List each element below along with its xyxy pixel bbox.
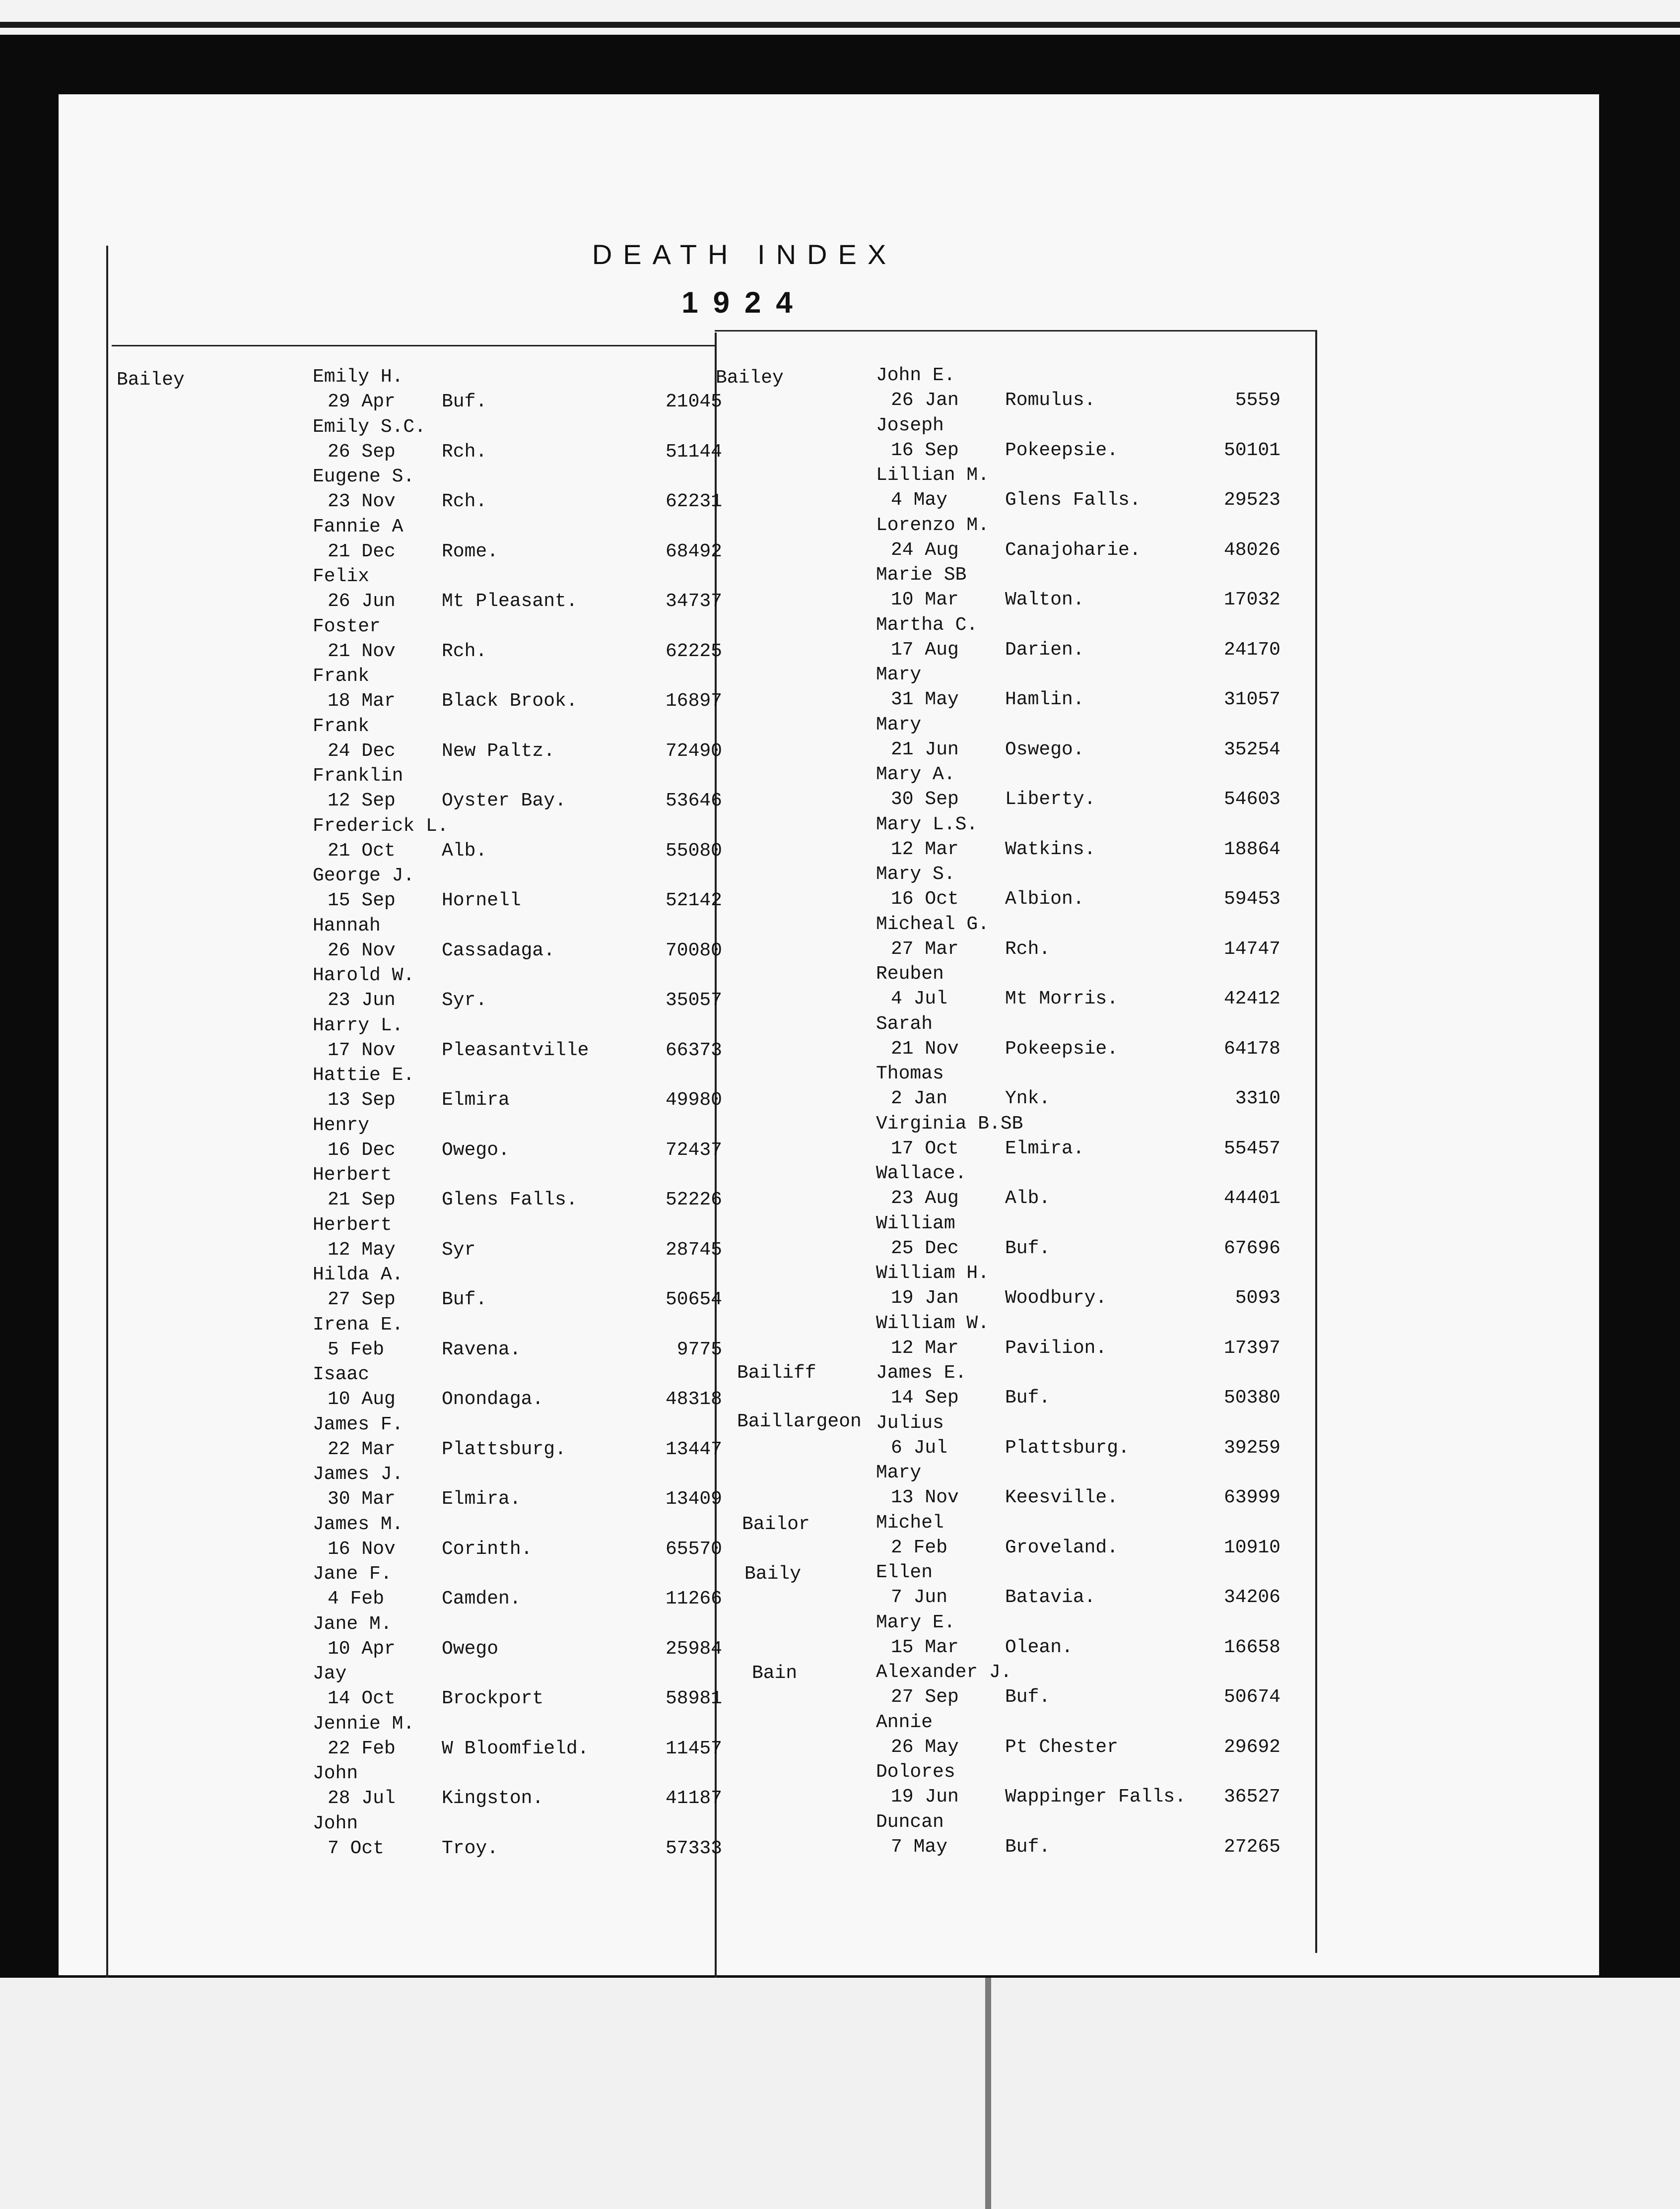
death-place: Ynk. (1005, 1088, 1051, 1109)
death-date: 26 Jan (891, 390, 959, 411)
given-name: Mary S. (876, 864, 955, 885)
certificate-number: 34206 (1223, 1587, 1280, 1608)
death-date: 21 Nov (328, 640, 396, 662)
certificate-number: 63999 (1223, 1487, 1280, 1508)
death-place: Plattsburg. (442, 1438, 566, 1460)
certificate-number: 21045 (665, 391, 722, 412)
death-date: 15 Sep (328, 890, 396, 911)
certificate-number: 54603 (1223, 789, 1280, 810)
death-place: Brockport (442, 1688, 544, 1709)
death-date: 23 Aug (891, 1188, 959, 1209)
given-name: William W. (876, 1312, 990, 1334)
death-place: Oswego. (1005, 738, 1084, 760)
certificate-number: 52142 (665, 890, 722, 911)
top-margin (0, 0, 1680, 35)
surname-label: Baillargeon (737, 1411, 862, 1432)
given-name: Ellen (876, 1562, 933, 1583)
certificate-number: 65570 (665, 1538, 722, 1560)
death-place: Oyster Bay. (442, 790, 566, 811)
death-place: Troy. (442, 1837, 499, 1859)
given-name: William (876, 1212, 955, 1234)
given-name: Harold W. (313, 965, 415, 986)
death-place: Buf. (442, 1289, 487, 1310)
death-date: 27 Sep (328, 1289, 396, 1310)
given-name: Julius (876, 1412, 944, 1434)
certificate-number: 35057 (665, 990, 722, 1011)
surname-label: Baily (744, 1563, 802, 1585)
death-place: Batavia. (1005, 1587, 1096, 1608)
given-name: Herbert (313, 1164, 392, 1186)
death-date: 26 Sep (328, 441, 396, 463)
given-name: Reuben (876, 963, 944, 985)
death-place: Alb. (1005, 1188, 1051, 1209)
certificate-number: 31057 (1223, 689, 1280, 710)
bottom-margin (0, 1978, 1680, 2209)
death-place: Rch. (442, 640, 487, 662)
death-date: 15 Mar (891, 1636, 959, 1658)
certificate-number: 50654 (665, 1289, 722, 1310)
page-year: 1924 (681, 286, 807, 319)
certificate-number: 62225 (665, 640, 722, 662)
death-place: Elmira. (442, 1488, 521, 1510)
death-date: 17 Nov (328, 1039, 396, 1061)
certificate-number: 49980 (665, 1089, 722, 1111)
given-name: Frank (313, 715, 370, 737)
death-place: Buf. (1005, 1237, 1051, 1259)
death-place: Rome. (442, 540, 499, 562)
death-date: 31 May (891, 689, 959, 710)
left-border-line (106, 246, 108, 1978)
death-place: Groveland. (1005, 1537, 1119, 1558)
certificate-number: 72437 (665, 1139, 722, 1161)
given-name: John E. (876, 365, 955, 386)
death-place: Elmira. (1005, 1138, 1084, 1159)
death-place: Rch. (442, 491, 487, 512)
death-date: 2 Jan (891, 1088, 948, 1109)
given-name: Isaac (313, 1364, 370, 1385)
given-name: Mary E. (876, 1611, 955, 1633)
death-date: 16 Nov (328, 1538, 396, 1560)
certificate-number: 48026 (1223, 539, 1280, 561)
certificate-number: 13447 (665, 1438, 722, 1460)
death-place: Plattsburg. (1005, 1437, 1130, 1459)
certificate-number: 28745 (665, 1239, 722, 1261)
death-place: Darien. (1005, 639, 1084, 661)
certificate-number: 3310 (1235, 1088, 1280, 1109)
death-place: Syr (442, 1239, 476, 1261)
death-place: Hornell (442, 890, 521, 911)
given-name: Irena E. (313, 1314, 403, 1336)
death-date: 13 Nov (891, 1487, 959, 1508)
certificate-number: 52226 (665, 1189, 722, 1210)
death-place: Olean. (1005, 1636, 1073, 1658)
given-name: Felix (313, 566, 370, 587)
given-name: Thomas (876, 1063, 944, 1084)
certificate-number: 17032 (1223, 589, 1280, 610)
death-date: 10 Apr (328, 1638, 396, 1660)
death-place: Rch. (1005, 938, 1051, 960)
death-date: 2 Feb (891, 1537, 948, 1558)
death-place: Albion. (1005, 888, 1084, 910)
given-name: Jane M. (313, 1613, 392, 1635)
death-place: Pleasantville (442, 1039, 589, 1061)
death-date: 10 Aug (328, 1389, 396, 1410)
death-date: 14 Oct (328, 1688, 396, 1709)
given-name: Harry L. (313, 1014, 403, 1036)
given-name: Emily S.C. (313, 416, 426, 438)
death-place: Walton. (1005, 589, 1084, 610)
death-date: 10 Mar (891, 589, 959, 610)
given-name: Eugene S. (313, 466, 415, 487)
certificate-number: 25984 (665, 1638, 722, 1660)
certificate-number: 57333 (665, 1837, 722, 1859)
death-date: 19 Jun (891, 1786, 959, 1807)
death-date: 24 Dec (328, 740, 396, 762)
death-place: Glens Falls. (1005, 489, 1141, 511)
certificate-number: 55457 (1223, 1138, 1280, 1159)
death-date: 12 May (328, 1239, 396, 1261)
death-date: 23 Nov (328, 491, 396, 512)
certificate-number: 36527 (1223, 1786, 1280, 1807)
death-place: Corinth. (442, 1538, 533, 1560)
death-place: Liberty. (1005, 789, 1096, 810)
certificate-number: 5093 (1235, 1287, 1280, 1309)
given-name: Herbert (313, 1214, 392, 1236)
certificate-number: 67696 (1223, 1237, 1280, 1259)
death-date: 30 Mar (328, 1488, 396, 1510)
given-name: Dolores (876, 1761, 955, 1783)
given-name: Lillian M. (876, 465, 990, 486)
death-date: 27 Mar (891, 938, 959, 960)
death-place: Buf. (1005, 1387, 1051, 1408)
certificate-number: 48318 (665, 1389, 722, 1410)
certificate-number: 27265 (1223, 1836, 1280, 1858)
death-date: 26 May (891, 1736, 959, 1758)
death-date: 30 Sep (891, 789, 959, 810)
given-name: John (313, 1763, 358, 1784)
given-name: Mary A. (876, 764, 955, 785)
certificate-number: 44401 (1223, 1188, 1280, 1209)
given-name: Fannie A (313, 516, 403, 537)
death-place: Watkins. (1005, 838, 1096, 860)
certificate-number: 14747 (1223, 938, 1280, 960)
certificate-number: 39259 (1223, 1437, 1280, 1459)
death-date: 25 Dec (891, 1237, 959, 1259)
certificate-number: 50380 (1223, 1387, 1280, 1408)
given-name: Duncan (876, 1811, 944, 1833)
certificate-number: 58981 (665, 1688, 722, 1709)
certificate-number: 68492 (665, 540, 722, 562)
death-place: Hamlin. (1005, 689, 1084, 710)
death-date: 27 Sep (891, 1686, 959, 1708)
death-place: Camden. (442, 1588, 521, 1609)
death-place: Pt Chester (1005, 1736, 1119, 1758)
death-date: 18 Mar (328, 690, 396, 712)
given-name: Hattie E. (313, 1065, 415, 1086)
surname-label: Bailor (742, 1514, 810, 1535)
death-place: Buf. (1005, 1686, 1051, 1708)
page-title: DEATH INDEX (592, 239, 897, 270)
death-date: 21 Oct (328, 840, 396, 862)
top-rule (0, 22, 1680, 28)
certificate-number: 41187 (665, 1788, 722, 1809)
death-date: 26 Nov (328, 939, 396, 961)
death-place: Kingston. (442, 1788, 544, 1809)
given-name: Alexander J. (876, 1662, 1012, 1683)
death-date: 12 Sep (328, 790, 396, 811)
death-place: Woodbury. (1005, 1287, 1107, 1309)
death-place: Mt Pleasant. (442, 591, 578, 612)
certificate-number: 59453 (1223, 888, 1280, 910)
certificate-number: 62231 (665, 491, 722, 512)
given-name: Mary (876, 1462, 922, 1483)
certificate-number: 50674 (1223, 1686, 1280, 1708)
death-place: Buf. (442, 391, 487, 412)
certificate-number: 29692 (1223, 1736, 1280, 1758)
certificate-number: 16658 (1223, 1636, 1280, 1658)
given-name: Mary (876, 714, 922, 736)
certificate-number: 64178 (1223, 1038, 1280, 1060)
right-border-line (1315, 330, 1317, 1953)
death-date: 5 Feb (328, 1339, 385, 1360)
death-place: Glens Falls. (442, 1189, 578, 1210)
surname-label: Bailey (117, 369, 185, 391)
death-place: Black Brook. (442, 690, 578, 712)
given-name: James J. (313, 1464, 403, 1485)
given-name: Frank (313, 666, 370, 687)
given-name: Jane F. (313, 1563, 392, 1585)
given-name: Emily H. (313, 366, 403, 388)
death-place: Owego (442, 1638, 499, 1660)
surname-label: Bain (752, 1663, 798, 1684)
death-place: Wappinger Falls. (1005, 1786, 1186, 1807)
given-name: Lorenzo M. (876, 514, 990, 536)
certificate-number: 17397 (1223, 1337, 1280, 1359)
certificate-number: 72490 (665, 740, 722, 762)
given-name: Marie SB (876, 564, 967, 586)
death-date: 7 Jun (891, 1587, 948, 1608)
certificate-number: 50101 (1223, 439, 1280, 461)
certificate-number: 5559 (1235, 390, 1280, 411)
certificate-number: 18864 (1223, 838, 1280, 860)
given-name: James M. (313, 1513, 403, 1535)
certificate-number: 16897 (665, 690, 722, 712)
given-name: Hilda A. (313, 1264, 403, 1285)
given-name: Martha C. (876, 614, 978, 636)
given-name: Sarah (876, 1013, 933, 1035)
death-place: Alb. (442, 840, 487, 862)
given-name: Wallace. (876, 1163, 967, 1184)
death-date: 16 Oct (891, 888, 959, 910)
death-date: 16 Sep (891, 439, 959, 461)
given-name: Virginia B.SB (876, 1113, 1023, 1135)
death-place: Keesville. (1005, 1487, 1119, 1508)
death-date: 4 Jul (891, 988, 948, 1009)
death-place: Pavilion. (1005, 1337, 1107, 1359)
death-place: Rch. (442, 441, 487, 463)
death-date: 22 Feb (328, 1738, 396, 1759)
death-place: Mt Morris. (1005, 988, 1119, 1009)
certificate-number: 13409 (665, 1488, 722, 1510)
death-place: Onondaga. (442, 1389, 544, 1410)
given-name: John (313, 1812, 358, 1834)
death-date: 22 Mar (328, 1438, 396, 1460)
death-place: Elmira (442, 1089, 510, 1111)
certificate-number: 24170 (1223, 639, 1280, 661)
death-date: 4 Feb (328, 1588, 385, 1609)
death-date: 7 May (891, 1836, 948, 1858)
given-name: Jay (313, 1663, 347, 1684)
death-date: 17 Oct (891, 1138, 959, 1159)
death-date: 17 Aug (891, 639, 959, 661)
given-name: Joseph (876, 414, 944, 436)
top-rule-right (715, 330, 1315, 332)
certificate-number: 10910 (1223, 1537, 1280, 1558)
death-place: Canajoharie. (1005, 539, 1141, 561)
certificate-number: 51144 (665, 441, 722, 463)
death-date: 19 Jan (891, 1287, 959, 1309)
death-place: New Paltz. (442, 740, 555, 762)
given-name: Annie (876, 1711, 933, 1733)
death-place: W Bloomfield. (442, 1738, 589, 1759)
given-name: James F. (313, 1413, 403, 1435)
death-date: 21 Sep (328, 1189, 396, 1210)
certificate-number: 66373 (665, 1039, 722, 1061)
given-name: Frederick L. (313, 815, 449, 837)
death-place: Ravena. (442, 1339, 521, 1360)
given-name: Michel (876, 1512, 944, 1534)
certificate-number: 11266 (665, 1588, 722, 1609)
index-sheet (59, 94, 1599, 1975)
certificate-number: 55080 (665, 840, 722, 862)
given-name: Mary L.S. (876, 813, 978, 835)
death-place: Syr. (442, 990, 487, 1011)
certificate-number: 53646 (665, 790, 722, 811)
death-date: 26 Jun (328, 591, 396, 612)
given-name: Mary (876, 664, 922, 685)
death-date: 14 Sep (891, 1387, 959, 1408)
given-name: Jennie M. (313, 1713, 415, 1735)
death-place: Pokeepsie. (1005, 439, 1119, 461)
given-name: William H. (876, 1263, 990, 1284)
death-place: Cassadaga. (442, 939, 555, 961)
given-name: James E. (876, 1362, 967, 1384)
given-name: George J. (313, 865, 415, 886)
death-date: 24 Aug (891, 539, 959, 561)
given-name: Foster (313, 615, 381, 637)
death-date: 7 Oct (328, 1837, 385, 1859)
given-name: Henry (313, 1114, 370, 1136)
top-rule-left (112, 345, 715, 346)
given-name: Micheal G. (876, 913, 990, 935)
death-date: 12 Mar (891, 838, 959, 860)
given-name: Hannah (313, 915, 381, 937)
surname-label: Bailey (716, 367, 784, 389)
death-place: Pokeepsie. (1005, 1038, 1119, 1060)
certificate-number: 11457 (665, 1738, 722, 1759)
death-date: 29 Apr (328, 391, 396, 412)
given-name: Franklin (313, 765, 403, 787)
death-place: Romulus. (1005, 390, 1096, 411)
certificate-number: 34737 (665, 591, 722, 612)
death-date: 23 Jun (328, 990, 396, 1011)
surname-label: Bailiff (737, 1362, 816, 1384)
death-date: 21 Jun (891, 738, 959, 760)
certificate-number: 35254 (1223, 738, 1280, 760)
death-place: Owego. (442, 1139, 510, 1161)
death-date: 6 Jul (891, 1437, 948, 1459)
death-place: Buf. (1005, 1836, 1051, 1858)
death-date: 21 Dec (328, 540, 396, 562)
death-date: 13 Sep (328, 1089, 396, 1111)
death-date: 12 Mar (891, 1337, 959, 1359)
bottom-shadow (985, 1978, 991, 2209)
certificate-number: 70080 (665, 939, 722, 961)
certificate-number: 29523 (1223, 489, 1280, 511)
certificate-number: 9775 (676, 1339, 722, 1360)
death-date: 4 May (891, 489, 948, 511)
certificate-number: 42412 (1223, 988, 1280, 1009)
death-date: 21 Nov (891, 1038, 959, 1060)
death-date: 28 Jul (328, 1788, 396, 1809)
death-date: 16 Dec (328, 1139, 396, 1161)
